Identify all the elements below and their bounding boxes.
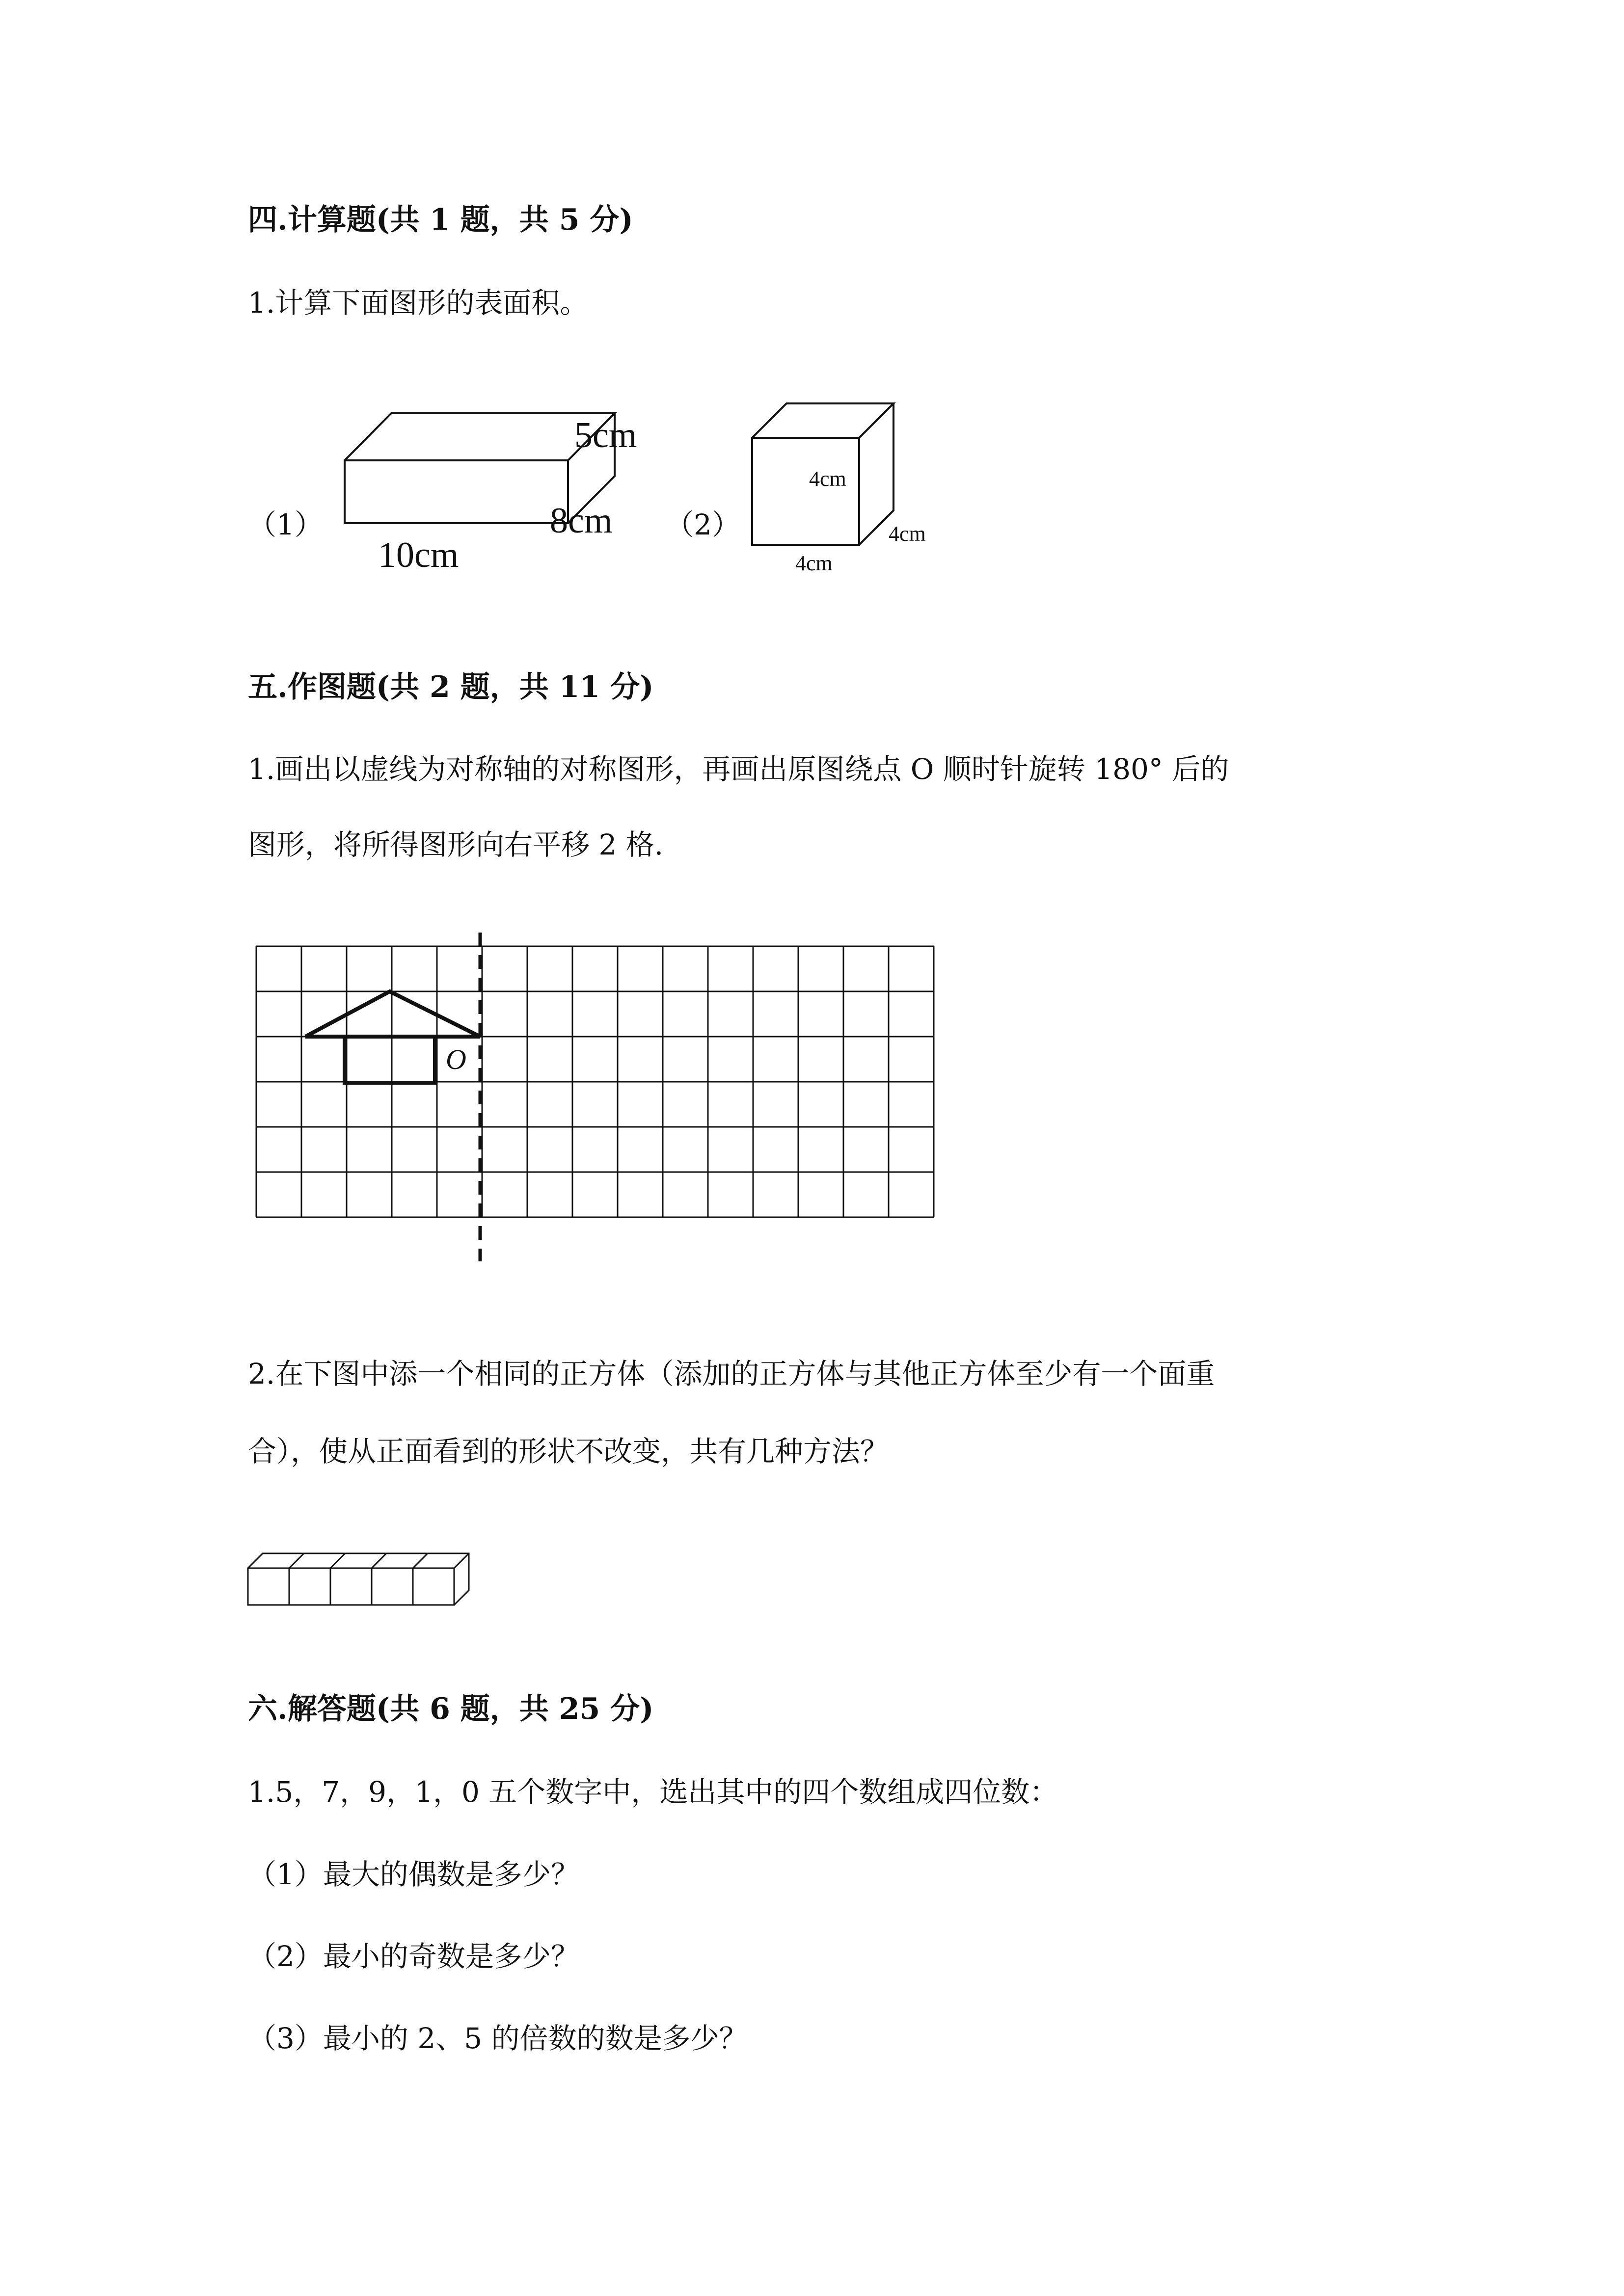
house-roof-triangle (305, 991, 480, 1037)
cube-divider-5 (454, 1553, 469, 1568)
cube-divider-2 (330, 1553, 345, 1568)
question-5-2-line-1: 2.在下图中添一个相同的正方体（添加的正方体与其他正方体至少有一个面重 (248, 1357, 1215, 1390)
cube-5 (413, 1568, 454, 1605)
cube-4 (372, 1568, 413, 1605)
section-5-heading: 五.作图题(共 2 题，共 11 分) (248, 670, 654, 704)
cube-1 (248, 1568, 289, 1605)
question-5-2-line-2: 合），使从正面看到的形状不改变，共有几种方法？ (248, 1435, 889, 1468)
question-5-1-line-1: 1.画出以虚线为对称轴的对称图形，再画出原图绕点 O 顺时针旋转 180° 后的 (248, 752, 1229, 786)
question-4-1: 1.计算下面图形的表面积。 (248, 286, 589, 320)
cuboid-front-face (345, 460, 568, 523)
cube-front-face (752, 438, 859, 545)
question-5-1-line-2: 图形，将所得图形向右平移 2 格. (248, 828, 664, 861)
cube-divider-4 (413, 1553, 428, 1568)
section-4-heading: 四.计算题(共 1 题，共 5 分) (248, 203, 633, 237)
cube-3 (330, 1568, 372, 1605)
cube-figure (746, 398, 952, 584)
cube-top-face (752, 403, 893, 438)
question-6-1-part-1: （1）最大的偶数是多少？ (248, 1858, 579, 1891)
cube-2 (289, 1568, 330, 1605)
section-6-heading: 六.解答题(共 6 题，共 25 分) (248, 1692, 654, 1726)
cube-divider-3 (372, 1553, 386, 1568)
question-6-1: 1.5，7，9，1，0 五个数字中，选出其中的四个数组成四位数： (248, 1775, 1058, 1809)
figure-2-tag: （2） (665, 508, 740, 541)
cube-side-label: 4cm (889, 522, 926, 546)
cube-divider-1 (289, 1553, 304, 1568)
house-body-rectangle (345, 1037, 435, 1083)
figure-1-tag: （1） (248, 508, 323, 541)
question-6-1-part-3: （3）最小的 2、5 的倍数的数是多少？ (248, 2022, 748, 2055)
cube-row-figure (243, 1536, 479, 1620)
question-6-1-part-2: （2）最小的奇数是多少？ (248, 1940, 579, 1973)
cube-row-top-edge (248, 1553, 469, 1605)
cuboid-length-label: 10cm (378, 535, 459, 575)
cuboid-figure (334, 402, 668, 579)
cube-front-label: 4cm (809, 467, 846, 491)
cube-bottom-label: 4cm (795, 551, 833, 575)
cuboid-height-label: 5cm (574, 415, 637, 455)
cuboid-width-label: 8cm (550, 501, 613, 541)
point-o-label: O (446, 1043, 466, 1075)
symmetry-grid-figure (245, 923, 943, 1276)
